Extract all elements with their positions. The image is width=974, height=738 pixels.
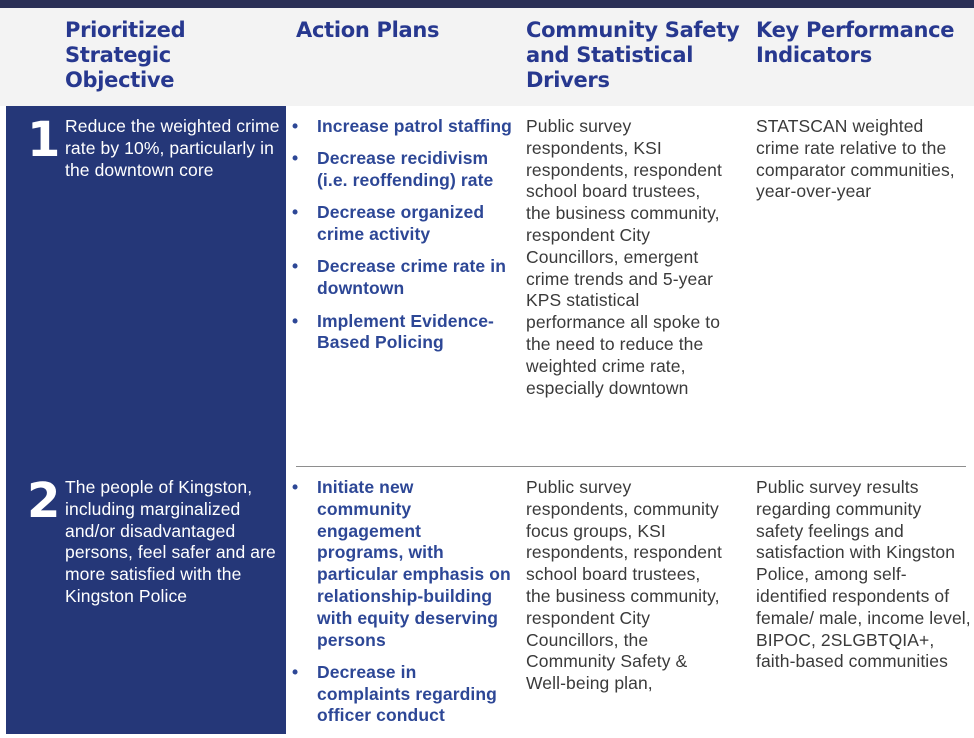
kpi-text-2: Public survey results regarding community safety feelings and satisfaction with Kingston Police, among self-identified respondents of female/ male, income level, BIPOC, 2SLGBTQIA+, faith-based communities — [756, 477, 971, 672]
action-plan-list-2 — [292, 477, 512, 738]
objective-text-2: The people of Kingston, including marginalized and/or disadvantaged persons, feel safer and are more satisfied with the Kingston Police — [65, 477, 276, 606]
top-border-strip — [0, 0, 974, 8]
action-plan-list-1 — [292, 116, 512, 365]
header-action-plans: Action Plans — [296, 18, 440, 42]
header-drivers: Community Safety and Statistical Drivers — [526, 18, 740, 92]
header-objective: Prioritized Strategic Objective — [65, 18, 186, 92]
action-item: • Increase patrol staffing — [292, 116, 512, 136]
action-item: • Decrease organized crime activity — [292, 202, 485, 245]
objective-number-2: 2 — [27, 473, 61, 529]
drivers-text-2: Public survey respondents, community focus groups, KSI respondents, respondent school board trustees, the business community, respondent City Councillors, the Community Safety & Well-being plan, — [526, 477, 722, 694]
action-item: • Decrease crime rate in downtown — [292, 256, 506, 299]
action-item: • Implement Evidence-Based Policing — [292, 310, 494, 353]
action-item: • Decrease in complaints regarding officer conduct — [292, 661, 497, 726]
action-item: • Decrease recidivism (i.e. reoffending) rate — [292, 148, 494, 191]
action-item: • Initiate new community engagement programs, with particular emphasis on relationship-building with equity deserving persons — [292, 477, 511, 650]
drivers-text-1: Public survey respondents, KSI respondents, respondent school board trustees, the business community, respondent City Councillors, emergent crime trends and 5-year KPS statistical performance all spoke to the need to reduce the weighted crime rate, especially downtown — [526, 116, 722, 398]
objective-text-1: Reduce the weighted crime rate by 10%, particularly in the downtown core — [65, 116, 280, 180]
objective-column-panel — [6, 106, 286, 734]
kpi-text-1: STATSCAN weighted crime rate relative to the comparator communities, year-over-year — [756, 116, 955, 202]
row-divider — [296, 466, 966, 467]
header-kpis: Key Performance Indicators — [756, 18, 955, 67]
objective-number-1: 1 — [27, 112, 61, 168]
